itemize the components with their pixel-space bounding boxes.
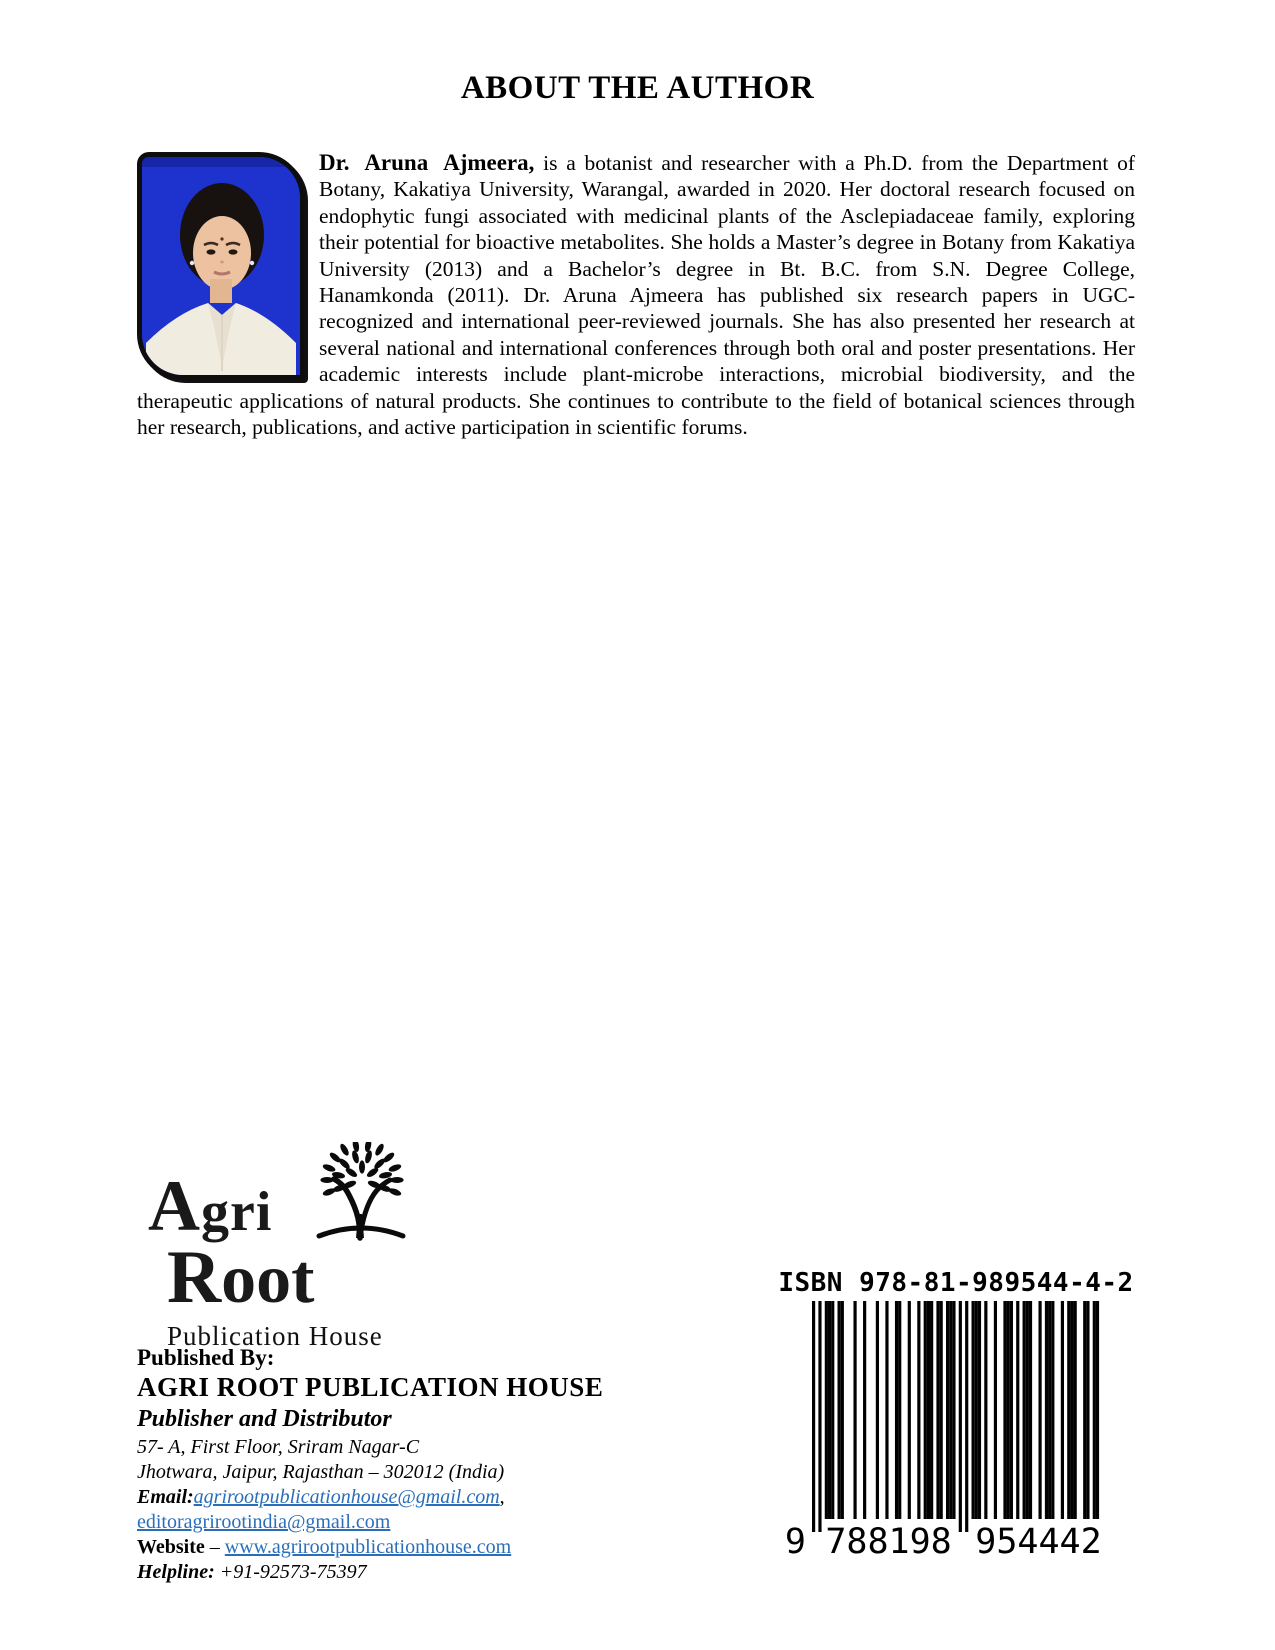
helpline-label: Helpline: [137, 1561, 215, 1583]
logo-subtitle: Publication House [167, 1321, 383, 1351]
author-bio-section [137, 150, 1135, 440]
author-photo [137, 152, 305, 380]
helpline-line [137, 1560, 757, 1585]
email-line [137, 1485, 757, 1535]
page-title: ABOUT THE AUTHOR [460, 70, 815, 106]
address-line-1: 57- A, First Floor, Sriram Nagar-C [137, 1436, 420, 1458]
helpline-number: +91-92573-75397 [214, 1561, 367, 1583]
svg-text:954442: 954442 [975, 1522, 1102, 1557]
website-link[interactable]: www.agrirootpublicationhouse.com [224, 1536, 512, 1558]
logo-text-agri: Agri [148, 1166, 273, 1246]
tree-icon [315, 1142, 407, 1242]
isbn-number-label: ISBN 978-81-989544-4-2 [778, 1268, 1134, 1298]
email-label: Email: [137, 1486, 194, 1508]
svg-text:788198: 788198 [825, 1522, 952, 1557]
logo-text-root: Root [167, 1236, 315, 1319]
publisher-details [137, 1344, 757, 1585]
website-separator: – [204, 1536, 225, 1558]
author-portrait-illustration [142, 157, 300, 375]
website-label: Website [137, 1536, 205, 1558]
published-by-label: Published By: [137, 1345, 275, 1370]
publisher-name: AGRI ROOT PUBLICATION HOUSE [137, 1372, 604, 1402]
address-line-2: Jhotwara, Jaipur, Rajasthan – 302012 (India) [137, 1461, 505, 1483]
author-name: Dr. Aruna Ajmeera, [319, 150, 535, 175]
author-bio-text: is a botanist and researcher with a Ph.D. from the Department of Botany, Kakatiya University, Warangal, awarded in 2020. Her doctoral research focused on endophytic fungi associated with medicinal plants of the Asclepiadaceae family, exploring their potential for bioactive metabolites. She holds a Master’s degree in Botany from Kakatiya University (2013) and a Bachelor’s degree in Bt. B.C. from S.N. Degree College, Hanamkonda (2011). Dr. Aruna Ajmeera has published six research papers in UGC- recognized and international peer-reviewed journals. She has also presented her research at several national and international conferences through both oral and poster presentations. Her academic interests include plant-microbe interactions, microbial biodiversity, and the therapeutic applications of natural products. She continues to contribute to the field of botanical sciences through her research, publications, and active participation in scientific forums. [137, 151, 1135, 440]
email-link-secondary[interactable]: editoragrirootindia@gmail.com [137, 1511, 391, 1533]
email-separator: , [499, 1486, 505, 1508]
isbn-barcode [782, 1301, 1124, 1562]
svg-text:9: 9 [784, 1522, 806, 1557]
website-line [137, 1535, 757, 1560]
ean13-barcode-graphic [782, 1301, 1124, 1557]
publisher-logo [137, 1140, 437, 1352]
email-link-primary[interactable]: agrirootpublicationhouse@gmail.com [193, 1486, 500, 1508]
publisher-role: Publisher and Distributor [137, 1406, 392, 1432]
